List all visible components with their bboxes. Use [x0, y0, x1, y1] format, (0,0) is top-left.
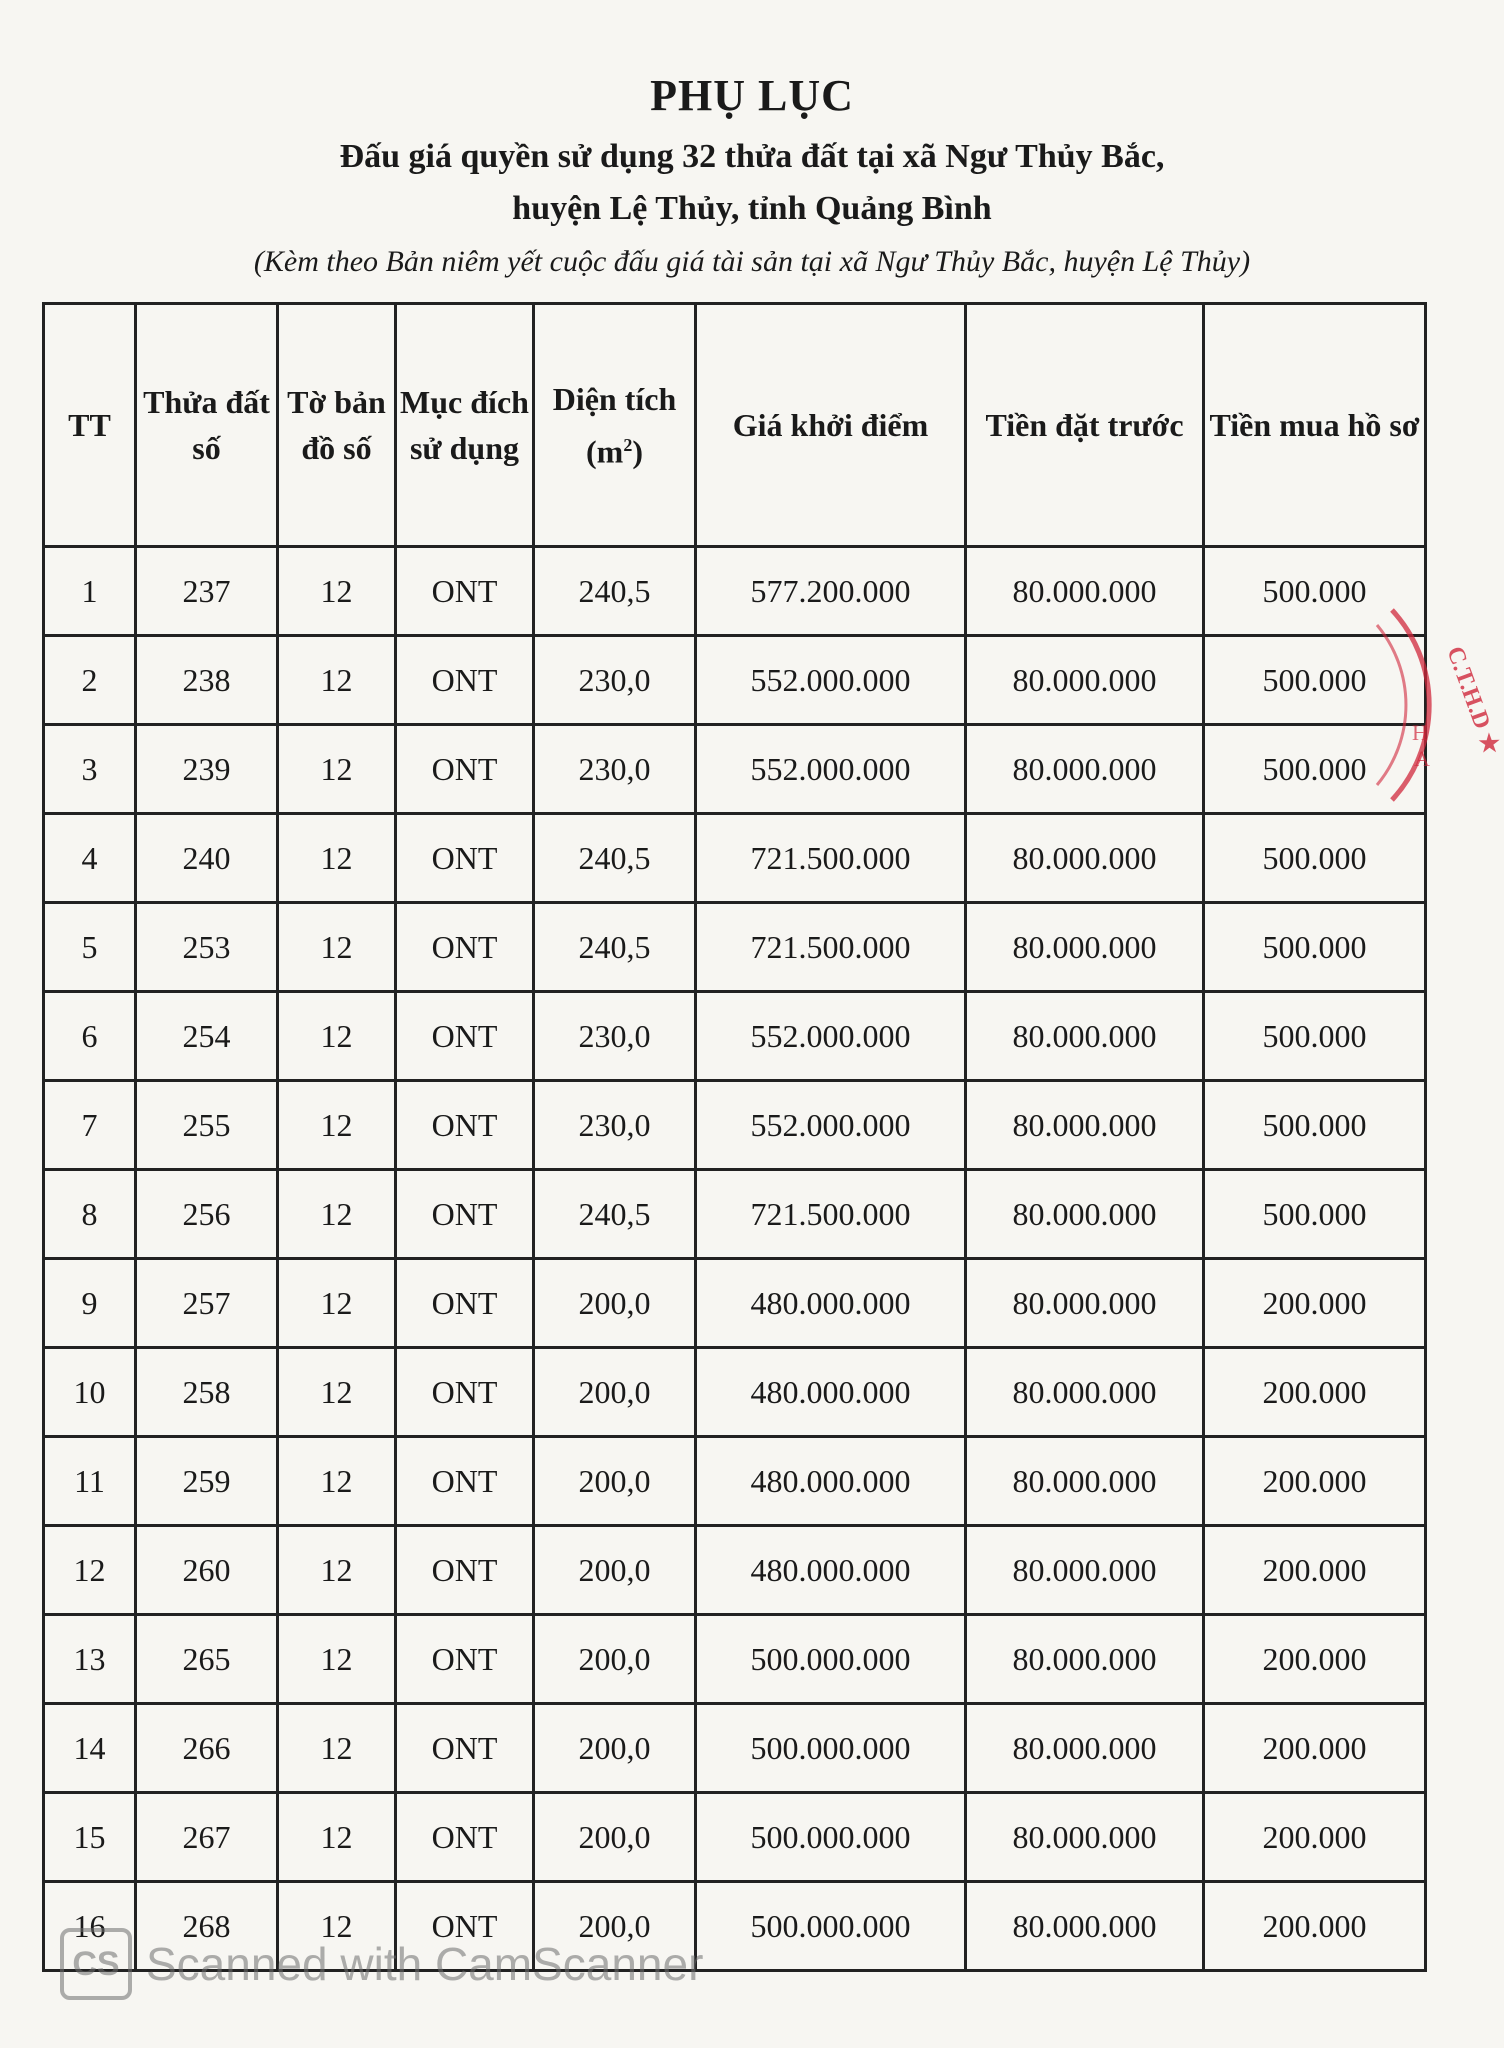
cell-thua-dat-so: 265 [136, 1615, 278, 1704]
cell-thua-dat-so: 259 [136, 1437, 278, 1526]
cell-to-ban-do-so: 12 [278, 1170, 396, 1259]
table-header-row [44, 304, 1426, 547]
cell-muc-dich: ONT [396, 1704, 534, 1793]
camscanner-logo-icon: CS [60, 1928, 132, 2000]
cell-tien-dat-truoc: 80.000.000 [966, 1615, 1204, 1704]
cell-dien-tich: 230,0 [534, 636, 696, 725]
document-title: PHỤ LỤC [650, 71, 854, 120]
cell-dien-tich: 240,5 [534, 814, 696, 903]
cell-muc-dich: ONT [396, 1793, 534, 1882]
cell-tien-dat-truoc: 80.000.000 [966, 725, 1204, 814]
cell-tien-mua-ho-so: 500.000 [1204, 725, 1426, 814]
cell-gia-khoi-diem: 721.500.000 [696, 814, 966, 903]
cell-muc-dich: ONT [396, 1170, 534, 1259]
cell-tien-dat-truoc: 80.000.000 [966, 1882, 1204, 1971]
cell-dien-tich: 200,0 [534, 1615, 696, 1704]
cell-to-ban-do-so: 12 [278, 1259, 396, 1348]
cell-thua-dat-so: 268 [136, 1882, 278, 1971]
cell-gia-khoi-diem: 721.500.000 [696, 903, 966, 992]
cell-tt: 14 [44, 1704, 136, 1793]
cell-tien-dat-truoc: 80.000.000 [966, 1259, 1204, 1348]
col-header-dien-close: ) [632, 433, 643, 470]
cell-tien-dat-truoc: 80.000.000 [966, 1081, 1204, 1170]
table-row [44, 547, 1426, 636]
cell-tien-dat-truoc: 80.000.000 [966, 903, 1204, 992]
watermark-text: Scanned with CamScanner [146, 1938, 704, 1990]
cell-gia-khoi-diem: 577.200.000 [696, 547, 966, 636]
cell-gia-khoi-diem: 552.000.000 [696, 725, 966, 814]
cell-muc-dich: ONT [396, 1882, 534, 1971]
cell-tien-mua-ho-so: 200.000 [1204, 1526, 1426, 1615]
cell-tien-mua-ho-so: 200.000 [1204, 1615, 1426, 1704]
cell-tien-mua-ho-so: 500.000 [1204, 636, 1426, 725]
svg-text:A: A [1414, 746, 1430, 771]
cell-tt: 1 [44, 547, 136, 636]
cell-thua-dat-so: 266 [136, 1704, 278, 1793]
cell-thua-dat-so: 260 [136, 1526, 278, 1615]
col-header-tien-mua: Tiền mua hồ sơ [1204, 304, 1426, 547]
cell-tt: 16 [44, 1882, 136, 1971]
cell-tien-dat-truoc: 80.000.000 [966, 636, 1204, 725]
cell-to-ban-do-so: 12 [278, 636, 396, 725]
cell-dien-tich: 230,0 [534, 992, 696, 1081]
cell-tien-mua-ho-so: 200.000 [1204, 1259, 1426, 1348]
cell-to-ban-do-so: 12 [278, 814, 396, 903]
cell-muc-dich: ONT [396, 547, 534, 636]
table-row [44, 814, 1426, 903]
cell-gia-khoi-diem: 721.500.000 [696, 1170, 966, 1259]
cell-tt: 12 [44, 1526, 136, 1615]
cell-thua-dat-so: 254 [136, 992, 278, 1081]
cell-gia-khoi-diem: 500.000.000 [696, 1882, 966, 1971]
cell-gia-khoi-diem: 480.000.000 [696, 1259, 966, 1348]
cell-muc-dich: ONT [396, 1348, 534, 1437]
cell-tt: 2 [44, 636, 136, 725]
cell-dien-tich: 200,0 [534, 1348, 696, 1437]
cell-tt: 10 [44, 1348, 136, 1437]
table-row [44, 1348, 1426, 1437]
cell-tien-mua-ho-so: 200.000 [1204, 1793, 1426, 1882]
table-row [44, 1704, 1426, 1793]
cell-tien-mua-ho-so: 200.000 [1204, 1437, 1426, 1526]
cell-tt: 9 [44, 1259, 136, 1348]
col-header-dien-tich [534, 304, 696, 547]
cell-tien-dat-truoc: 80.000.000 [966, 1793, 1204, 1882]
document-note: (Kèm theo Bản niêm yết cuộc đấu giá tài sản tại xã Ngư Thủy Bắc, huyện Lệ Thủy) [253, 245, 1251, 278]
col-header-tt: TT [44, 304, 136, 547]
table-row [44, 1526, 1426, 1615]
cell-tien-dat-truoc: 80.000.000 [966, 1170, 1204, 1259]
cell-tien-mua-ho-so: 500.000 [1204, 903, 1426, 992]
cell-tien-mua-ho-so: 500.000 [1204, 1081, 1426, 1170]
cell-muc-dich: ONT [396, 725, 534, 814]
camscanner-watermark [60, 1928, 703, 2000]
cell-muc-dich: ONT [396, 992, 534, 1081]
cell-dien-tich: 200,0 [534, 1704, 696, 1793]
cell-thua-dat-so: 239 [136, 725, 278, 814]
col-header-tien-dat: Tiền đặt trước [966, 304, 1204, 547]
table-row [44, 725, 1426, 814]
cell-tt: 13 [44, 1615, 136, 1704]
cell-dien-tich: 230,0 [534, 725, 696, 814]
cell-to-ban-do-so: 12 [278, 903, 396, 992]
cell-dien-tich: 200,0 [534, 1437, 696, 1526]
cell-tt: 4 [44, 814, 136, 903]
cell-thua-dat-so: 267 [136, 1793, 278, 1882]
cell-tt: 6 [44, 992, 136, 1081]
cell-gia-khoi-diem: 480.000.000 [696, 1348, 966, 1437]
cell-tien-dat-truoc: 80.000.000 [966, 1348, 1204, 1437]
cell-tien-mua-ho-so: 200.000 [1204, 1882, 1426, 1971]
cell-tt: 8 [44, 1170, 136, 1259]
table-row [44, 1170, 1426, 1259]
table-row [44, 1437, 1426, 1526]
cell-thua-dat-so: 257 [136, 1259, 278, 1348]
cell-thua-dat-so: 237 [136, 547, 278, 636]
cell-muc-dich: ONT [396, 903, 534, 992]
col-header-dien-text: Diện tích (m [552, 380, 677, 470]
document-subtitle-line1: Đấu giá quyền sử dụng 32 thửa đất tại xã Ngư Thủy Bắc, [339, 138, 1165, 175]
svg-text:H: H [1412, 720, 1428, 745]
col-header-thua: Thửa đất số [136, 304, 278, 547]
col-header-to: Tờ bản đồ số [278, 304, 396, 547]
cell-muc-dich: ONT [396, 814, 534, 903]
cell-to-ban-do-so: 12 [278, 1348, 396, 1437]
cell-tien-dat-truoc: 80.000.000 [966, 992, 1204, 1081]
cell-tt: 7 [44, 1081, 136, 1170]
cell-dien-tich: 200,0 [534, 1793, 696, 1882]
cell-gia-khoi-diem: 552.000.000 [696, 992, 966, 1081]
cell-tien-dat-truoc: 80.000.000 [966, 1526, 1204, 1615]
land-lot-table [42, 302, 1427, 1972]
cell-dien-tich: 200,0 [534, 1882, 696, 1971]
cell-to-ban-do-so: 12 [278, 1793, 396, 1882]
cell-gia-khoi-diem: 552.000.000 [696, 636, 966, 725]
cell-to-ban-do-so: 12 [278, 992, 396, 1081]
cell-muc-dich: ONT [396, 1526, 534, 1615]
cell-to-ban-do-so: 12 [278, 1081, 396, 1170]
cell-to-ban-do-so: 12 [278, 1882, 396, 1971]
table-row [44, 1081, 1426, 1170]
cell-dien-tich: 200,0 [534, 1259, 696, 1348]
cell-to-ban-do-so: 12 [278, 1437, 396, 1526]
cell-thua-dat-so: 256 [136, 1170, 278, 1259]
cell-tien-mua-ho-so: 500.000 [1204, 547, 1426, 636]
cell-tt: 11 [44, 1437, 136, 1526]
cell-to-ban-do-so: 12 [278, 725, 396, 814]
table-row [44, 992, 1426, 1081]
cell-dien-tich: 240,5 [534, 1170, 696, 1259]
cell-gia-khoi-diem: 552.000.000 [696, 1081, 966, 1170]
col-header-gia: Giá khởi điểm [696, 304, 966, 547]
cell-dien-tich: 240,5 [534, 903, 696, 992]
col-header-muc: Mục đích sử dụng [396, 304, 534, 547]
cell-muc-dich: ONT [396, 1081, 534, 1170]
cell-tt: 3 [44, 725, 136, 814]
cell-gia-khoi-diem: 480.000.000 [696, 1526, 966, 1615]
col-header-dien-sup: 2 [623, 434, 633, 455]
cell-to-ban-do-so: 12 [278, 1526, 396, 1615]
cell-thua-dat-so: 255 [136, 1081, 278, 1170]
cell-muc-dich: ONT [396, 1437, 534, 1526]
cell-thua-dat-so: 258 [136, 1348, 278, 1437]
svg-text:C.T.H.D ★: C.T.H.D ★ [1441, 643, 1504, 759]
cell-tien-mua-ho-so: 500.000 [1204, 992, 1426, 1081]
table-row [44, 636, 1426, 725]
cell-tien-mua-ho-so: 200.000 [1204, 1704, 1426, 1793]
cell-tien-dat-truoc: 80.000.000 [966, 547, 1204, 636]
cell-dien-tich: 200,0 [534, 1526, 696, 1615]
cell-to-ban-do-so: 12 [278, 1615, 396, 1704]
cell-gia-khoi-diem: 500.000.000 [696, 1793, 966, 1882]
table-row [44, 1259, 1426, 1348]
cell-to-ban-do-so: 12 [278, 1704, 396, 1793]
cell-dien-tich: 240,5 [534, 547, 696, 636]
table-row [44, 1615, 1426, 1704]
cell-tien-mua-ho-so: 500.000 [1204, 814, 1426, 903]
cell-thua-dat-so: 240 [136, 814, 278, 903]
cell-tien-dat-truoc: 80.000.000 [966, 1704, 1204, 1793]
cell-tt: 5 [44, 903, 136, 992]
document-subtitle-line2: huyện Lệ Thủy, tỉnh Quảng Bình [512, 190, 992, 227]
cell-muc-dich: ONT [396, 1615, 534, 1704]
cell-thua-dat-so: 253 [136, 903, 278, 992]
cell-dien-tich: 230,0 [534, 1081, 696, 1170]
cell-gia-khoi-diem: 500.000.000 [696, 1704, 966, 1793]
table-row [44, 1793, 1426, 1882]
document-header [0, 70, 1504, 279]
cell-gia-khoi-diem: 500.000.000 [696, 1615, 966, 1704]
cell-tien-mua-ho-so: 500.000 [1204, 1170, 1426, 1259]
cell-tien-mua-ho-so: 200.000 [1204, 1348, 1426, 1437]
table-row [44, 903, 1426, 992]
cell-thua-dat-so: 238 [136, 636, 278, 725]
cell-tien-dat-truoc: 80.000.000 [966, 1437, 1204, 1526]
cell-tt: 15 [44, 1793, 136, 1882]
table-body [44, 547, 1426, 1971]
cell-muc-dich: ONT [396, 636, 534, 725]
cell-muc-dich: ONT [396, 1259, 534, 1348]
cell-gia-khoi-diem: 480.000.000 [696, 1437, 966, 1526]
cell-tien-dat-truoc: 80.000.000 [966, 814, 1204, 903]
cell-to-ban-do-so: 12 [278, 547, 396, 636]
